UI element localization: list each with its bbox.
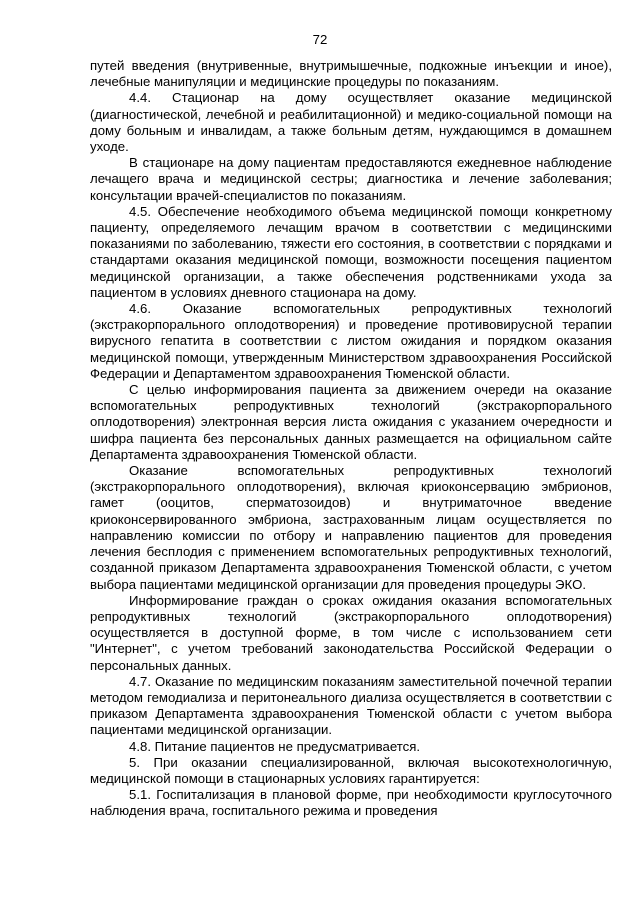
document-body [90,58,612,820]
page-number: 72 [312,32,328,47]
paragraph: С целью информирования пациента за движением очереди на оказание вспомогательных репродуктивных технологий (экстракорпорального оплодотворения) электронная версия листа ожидания с указанием очередности и шифра пациента без персональных данных размещается на официальном сайте Департамента здравоохранения Тюменской области. [90,382,612,462]
paragraph: 4.4. Стационар на дому осуществляет оказание медицинской (диагностической, лечебной и реабилитационной) и медико-социальной помощи на дому больным и инвалидам, а также больным детям, нуждающимся в домашнем уходе. [90,90,612,155]
paragraph: 5. При оказании специализированной, включая высокотехнологичную, медицинской помощи в стационарных условиях гарантируется: [90,754,612,786]
paragraph: В стационаре на дому пациентам предоставляются ежедневное наблюдение лечащего врача и медицинской сестры; диагностика и лечение заболевания; консультации врачей-специалистов по показаниям. [90,155,612,203]
paragraph: путей введения (внутривенные, внутримышечные, подкожные инъекции и иное), лечебные манипуляции и медицинские процедуры по показаниям. [90,58,612,90]
paragraph: 4.5. Обеспечение необходимого объема медицинской помощи конкретному пациенту, определяемого лечащим врачом в соответствии с медицинскими показаниями по заболеванию, тяжести его состояния, в соответствии с порядками и стандартами оказания медицинской помощи, возможности посещения пациентом медицинской организации, а также обеспечения родственниками ухода за пациентом в условиях дневного стационара на дому. [90,203,612,300]
paragraph: Информирование граждан о сроках ожидания оказания вспомогательных репродуктивных технологий (экстракорпорального оплодотворения) осуществляется в доступной форме, в том числе с использованием сети "Интернет", с учетом требований законодательства Российской Федерации о персональных данных. [90,592,612,673]
paragraph: Оказание вспомогательных репродуктивных технологий (экстракорпорального оплодотворения), включая криоконсервацию эмбрионов, гамет (ооцитов, сперматозоидов) и внутриматочное введение криоконсервированного эмбриона, застрахованным лицам осуществляется по направлению комиссии по отбору и направлению пациентов для проведения лечения бесплодия с применением вспомогательных репродуктивных технологий, созданной приказом Департамента здравоохранения Тюменской области, с учетом выбора пациентами медицинской организации для проведения процедуры ЭКО. [90,463,612,592]
paragraph: 4.6. Оказание вспомогательных репродуктивных технологий (экстракорпорального оплодотворения) и проведение противовирусной терапии вирусного гепатита в соответствии с листом ожидания и порядком оказания медицинской помощи, утвержденным Министерством здравоохранения Российской Федерации и Департаментом здравоохранения Тюменской области. [90,301,612,381]
paragraph: 4.8. Питание пациентов не предусматривается. [129,738,421,754]
paragraph: 5.1. Госпитализация в плановой форме, при необходимости круглосуточного наблюдения врача, госпитального режима и проведения [90,787,612,819]
paragraph: 4.7. Оказание по медицинским показаниям заместительной почечной терапии методом гемодиализа и перитонеального диализа осуществляется в соответствии с приказом Департамента здравоохранения Тюменской области с учетом выбора пациентами медицинской организации. [90,673,612,738]
